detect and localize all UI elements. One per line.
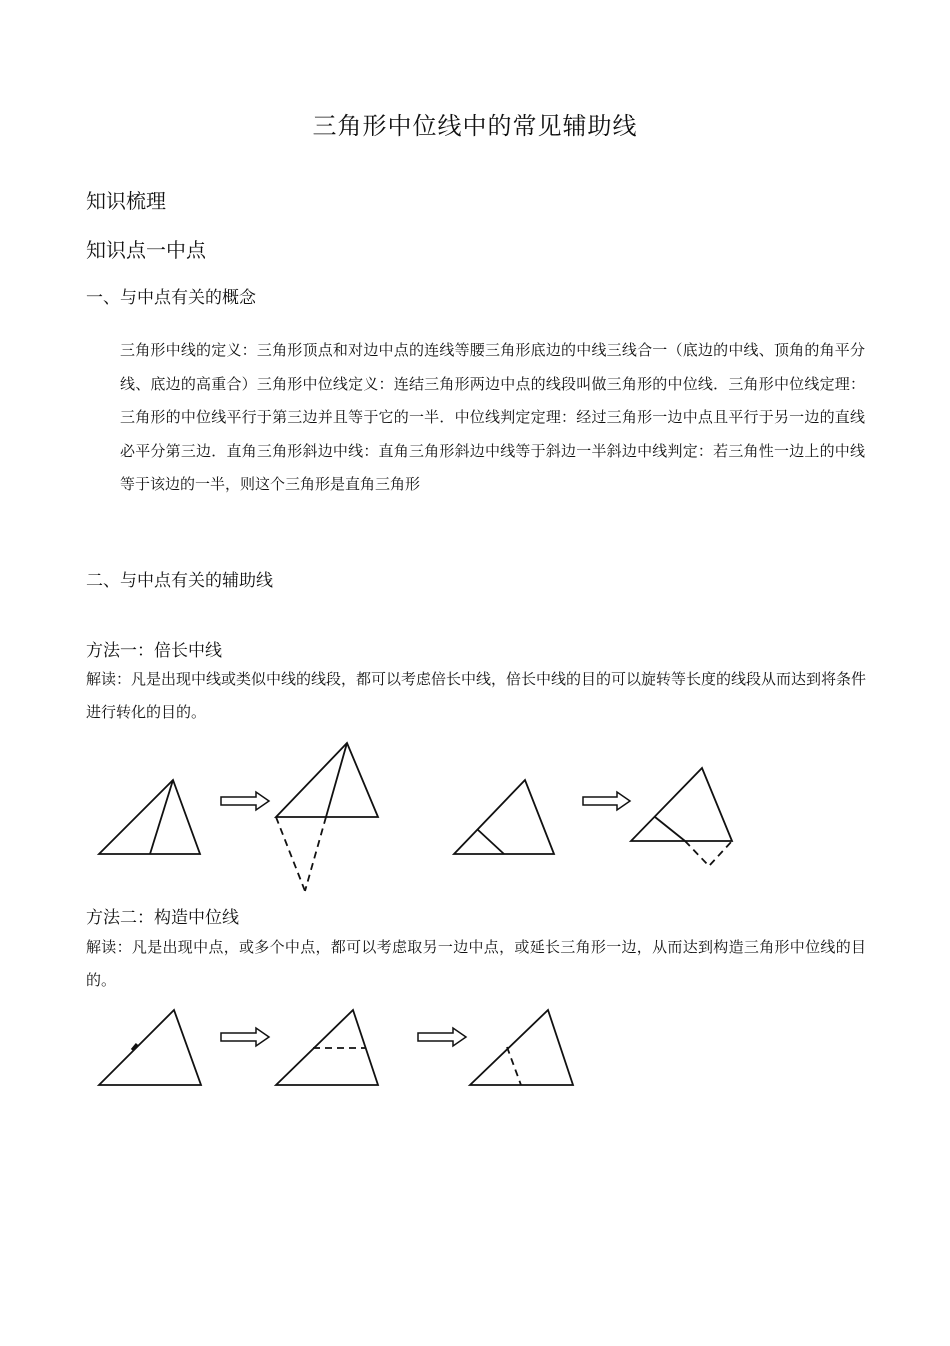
method2-text: 解读：凡是出现中点，或多个中点，都可以考虑取另一边中点，或延长三角形一边，从而达到构造三角形中位线的目的。	[86, 938, 866, 989]
method2-figures	[0, 1005, 950, 1095]
concept-paragraph: 三角形中线的定义：三角形顶点和对边中点的连线等腰三角形底边的中线三线合一（底边的中线、顶角的角平分线、底边的高重合）三角形中位线定义：连结三角形两边中点的线段叫做三角形的中位线．三角形中位线定理：三角形的中位线平行于第三边并且等于它的一半．中位线判定定理：经过三角形一边中点且平行于另一边的直线必平分第三边．直角三角形斜边中线：直角三角形斜边中线等于斜边一半斜边中线判定：若三角性一边上的中线等于该边的一半，则这个三角形是直角三角形	[120, 341, 865, 493]
doubled-median-figure	[276, 743, 378, 891]
aux-heading: 二、与中点有关的辅助线	[86, 571, 273, 591]
arrow-icon	[583, 792, 630, 810]
arrow-icon	[221, 792, 269, 810]
median-triangle-figure	[99, 780, 200, 854]
page-title: 三角形中位线中的常见辅助线	[312, 112, 638, 140]
method1-figures	[0, 735, 950, 895]
arrow-icon	[221, 1028, 269, 1046]
midline-dashed-figure	[276, 1010, 378, 1085]
doubled-segment-figure	[631, 768, 732, 866]
section-knowledge-heading: 知识梳理	[86, 189, 166, 213]
segment-triangle-figure	[454, 780, 554, 854]
midpoint-triangle-figure	[99, 1010, 201, 1085]
arrow-icon	[418, 1028, 466, 1046]
method1-text: 解读：凡是出现中线或类似中线的线段，都可以考虑倍长中线，倍长中线的目的可以旋转等长度的线段从而达到将条件进行转化的目的。	[86, 670, 867, 721]
method1-title: 方法一：倍长中线	[86, 641, 222, 661]
concept-heading: 一、与中点有关的概念	[86, 288, 256, 308]
extended-midline-figure	[470, 1010, 573, 1085]
method2-title: 方法二：构造中位线	[86, 908, 239, 928]
point-one-heading: 知识点一中点	[86, 238, 206, 262]
